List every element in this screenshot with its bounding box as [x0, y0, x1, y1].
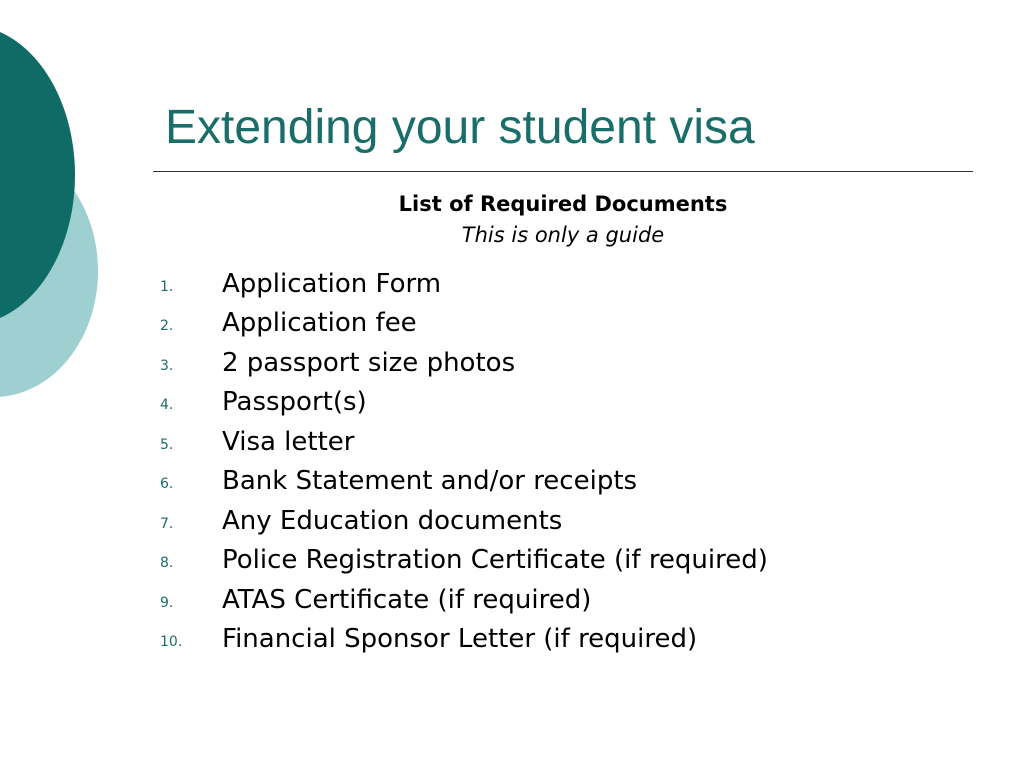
- item-text: Application Form: [222, 268, 442, 299]
- item-text: ATAS Certificate (if required): [222, 584, 592, 615]
- item-text: 2 passport size photos: [222, 347, 516, 378]
- item-text: Passport(s): [222, 387, 367, 418]
- item-number: 2.: [160, 318, 174, 335]
- list-item: [160, 580, 768, 620]
- item-number: 4.: [160, 397, 174, 414]
- list-heading: List of Required Documents: [398, 192, 728, 216]
- list-item: [160, 541, 768, 581]
- item-number: 10.: [160, 634, 183, 651]
- decorative-circles: [0, 0, 110, 420]
- guide-note: This is only a guide: [461, 223, 665, 247]
- slide-title: Extending your student visa: [165, 101, 755, 154]
- list-item: [160, 462, 768, 502]
- item-number: 1.: [160, 278, 174, 295]
- item-text: Bank Statement and/or receipts: [222, 466, 638, 497]
- item-number: 3.: [160, 357, 174, 374]
- list-item: [160, 501, 768, 541]
- item-number: 8.: [160, 555, 174, 572]
- item-number: 7.: [160, 515, 174, 532]
- list-item: [160, 343, 768, 383]
- list-item: [160, 620, 768, 660]
- item-text: Application fee: [222, 308, 417, 339]
- list-item: [160, 304, 768, 344]
- list-item: [160, 383, 768, 423]
- list-header: [153, 188, 973, 250]
- list-item: [160, 264, 768, 304]
- required-documents-list: [160, 264, 768, 659]
- title-divider: [153, 171, 973, 172]
- item-text: Police Registration Certificate (if required): [222, 545, 768, 576]
- item-number: 9.: [160, 594, 174, 611]
- list-item: [160, 422, 768, 462]
- item-text: Financial Sponsor Letter (if required): [222, 624, 698, 655]
- item-number: 6.: [160, 476, 174, 493]
- item-number: 5.: [160, 436, 174, 453]
- item-text: Any Education documents: [222, 505, 563, 536]
- item-text: Visa letter: [222, 426, 355, 457]
